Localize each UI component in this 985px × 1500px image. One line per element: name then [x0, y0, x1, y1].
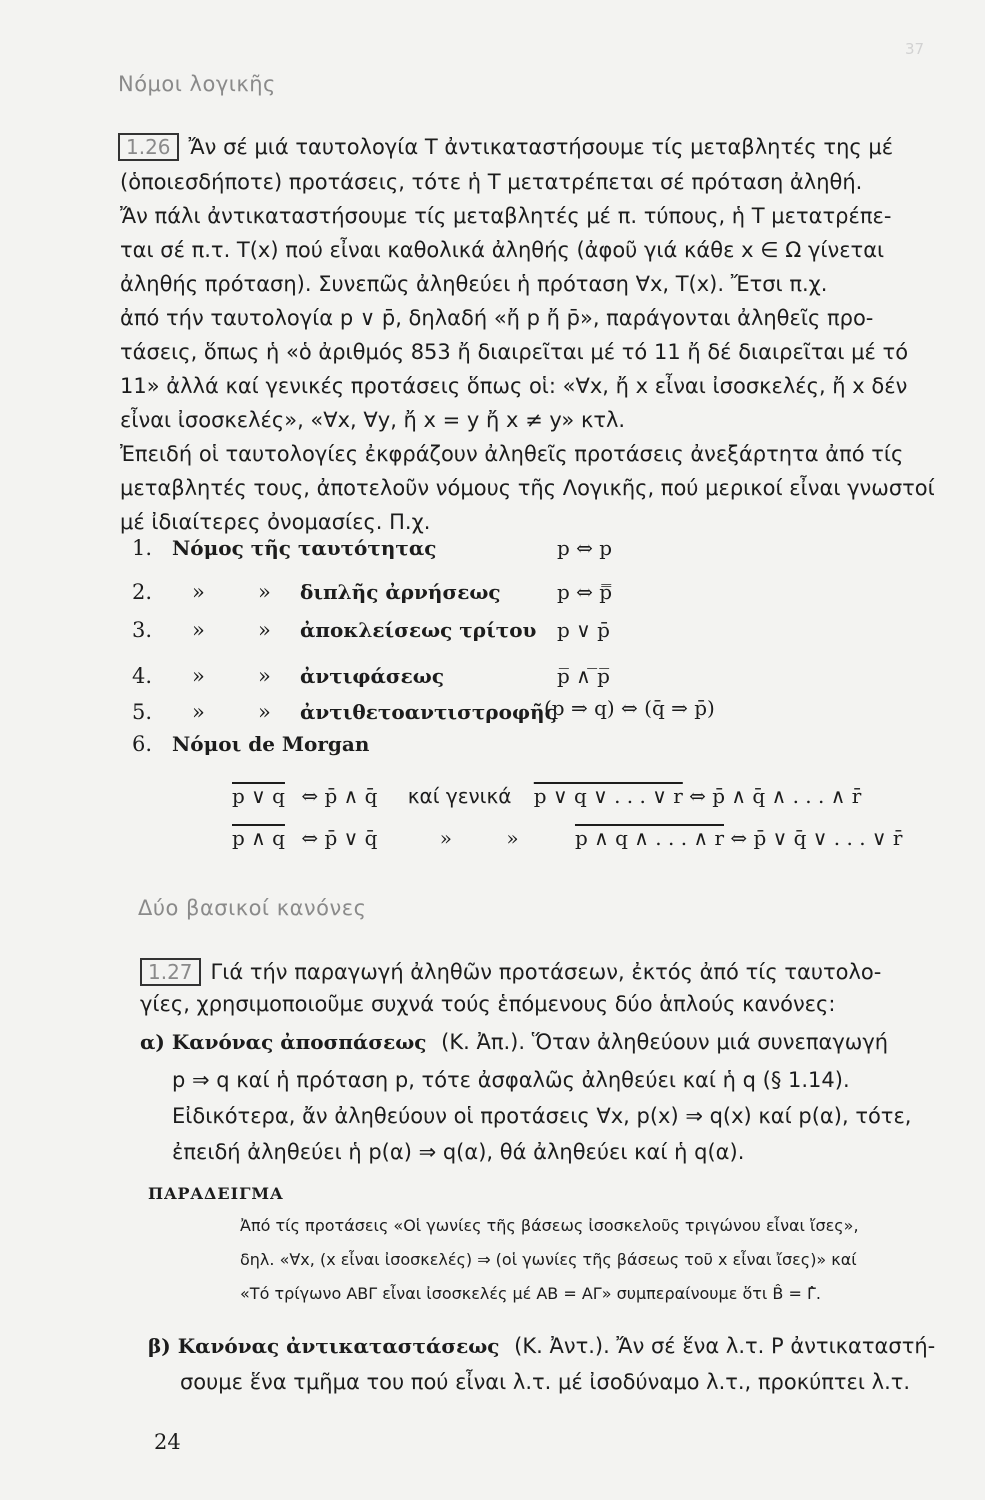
- rule-a-line: ἐπειδή ἀληθεύει ἡ p(α) ⇒ q(α), θά ἀληθεύει καί ἡ q(α).: [172, 1140, 745, 1164]
- paragraph-line: μεταβλητές τους, ἀποτελοῦν νόμους τῆς Λογικῆς, πού μερικοί εἶναι γνωστοί: [120, 476, 935, 500]
- rule-b-line: σουμε ἕνα τμῆμα του πού εἶναι λ.τ. μέ ἰσοδύναμο λ.τ., προκύπτει λ.τ.: [180, 1370, 911, 1394]
- rule-a-label: α) Κανόνας ἀποσπάσεως: [140, 1030, 427, 1054]
- formula-general-equivalent: ⇔ p̄ ∧ q̄ ∧ . . . ∧ r̄: [689, 784, 862, 808]
- paragraph-line: εἶναι ἰσοσκελές», «∀x, ∀y, ἤ x = y ἤ x ≠ y» κτλ.: [120, 408, 626, 432]
- law-number: 6.: [132, 732, 153, 756]
- example-line: Ἀπό τίς προτάσεις «Οἱ γωνίες τῆς βάσεως ἰσοσκελοῦς τριγώνου εἶναι ἴσες»,: [240, 1216, 859, 1235]
- law-number: 3.: [132, 618, 153, 642]
- demorgan-row-1: [232, 784, 861, 808]
- paragraph-number-box: 1.26: [118, 133, 179, 161]
- paragraph-number-box: 1.27: [140, 958, 201, 986]
- paragraph-line: (ὁποιεσδήποτε) προτάσεις, τότε ἡ Τ μετατρέπεται σέ πρόταση ἀληθή.: [120, 170, 863, 194]
- ditto-mark: »: [192, 618, 205, 642]
- ditto-mark: »: [192, 700, 205, 724]
- law-name: Νόμος τῆς ταυτότητας: [172, 536, 437, 560]
- formula-general-negated-or: p ∨ q ∨ . . . ∨ r: [533, 784, 683, 808]
- ditto-mark: »: [192, 580, 205, 604]
- ditto-mark: »: [192, 664, 205, 688]
- law-formula: p ⇔ p̿: [557, 580, 613, 604]
- paragraph-line: 1.27 Γιά τήν παραγωγή ἀληθῶν προτάσεων, ἐκτός ἀπό τίς ταυτολο-: [140, 958, 960, 986]
- ditto-mark: »: [258, 618, 271, 642]
- paragraph-line: ἀληθής πρόταση). Συνεπῶς ἀληθεύει ἡ πρόταση ∀x, Τ(x). Ἔτσι π.χ.: [120, 272, 828, 296]
- formula-equivalent: ⇔ p̄ ∨ q̄: [301, 826, 378, 850]
- rule-a-line: p ⇒ q καί ἡ πρόταση p, τότε ἀσφαλῶς ἀληθεύει καί ἡ q (§ 1.14).: [172, 1068, 850, 1092]
- example-heading: ΠΑΡΑΔΕΙΓΜΑ: [148, 1184, 284, 1203]
- paragraph-line: 11» ἀλλά καί γενικές προτάσεις ὅπως οἱ: «∀x, ἤ x εἶναι ἰσοσκελές, ἤ x δέν: [120, 374, 908, 398]
- ditto-mark: »: [439, 826, 453, 850]
- formula-general-negated-and: p ∧ q ∧ . . . ∧ r: [574, 826, 724, 850]
- demorgan-row-2: [232, 826, 903, 850]
- law-name: ἀντιφάσεως: [300, 664, 445, 688]
- formula-negated-or: p ∨ q: [232, 784, 285, 808]
- bleed-through-text: 37: [905, 40, 925, 58]
- rule-b-line: β) Κανόνας ἀντικαταστάσεως (Κ. Ἀντ.). Ἄν σέ ἕνα λ.τ. Ρ ἀντικαταστή-: [148, 1334, 936, 1358]
- paragraph-line: τάσεις, ὅπως ἡ «ὁ ἀριθμός 853 ἤ διαιρεῖται μέ τό 11 ἤ δέ διαιρεῖται μέ τό: [120, 340, 909, 364]
- law-name: ἀποκλείσεως τρίτου: [300, 618, 537, 642]
- paragraph-line: μέ ἰδιαίτερες ὀνομασίες. Π.χ.: [120, 510, 431, 534]
- rule-a-line: α) Κανόνας ἀποσπάσεως (Κ. Ἀπ.). Ὅταν ἀληθεύουν μιά συνεπαγωγή: [140, 1030, 889, 1054]
- law-formula: (p ⇒ q) ⇔ (q̄ ⇒ p̄): [544, 696, 715, 720]
- section-heading-logic-laws: Νόμοι λογικῆς: [118, 72, 276, 96]
- example-line: δηλ. «∀x, (x εἶναι ἰσοσκελές) ⇒ (οἱ γωνίες τῆς βάσεως τοῦ x εἶναι ἴσες)» καί: [240, 1250, 857, 1269]
- law-formula: p ⇔ p: [557, 536, 613, 560]
- ditto-mark: »: [258, 664, 271, 688]
- paragraph-line: ται σέ π.τ. Τ(x) πού εἶναι καθολικά ἀληθής (ἀφοῦ γιά κάθε x ∈ Ω γίνεται: [120, 238, 885, 262]
- paragraph-line: γίες, χρησιμοποιοῦμε συχνά τούς ἑπόμενους δύο ἁπλούς κανόνες:: [140, 992, 836, 1016]
- law-number: 2.: [132, 580, 153, 604]
- section-heading-two-rules: Δύο βασικοί κανόνες: [138, 896, 367, 920]
- ditto-mark: »: [258, 700, 271, 724]
- page-number: 24: [154, 1430, 181, 1454]
- paragraph-line: ἀπό τήν ταυτολογία p ∨ p̄, δηλαδή «ἤ p ἤ p̄», παράγονται ἀληθεῖς προ-: [120, 306, 874, 330]
- law-number: 4.: [132, 664, 153, 688]
- formula-equivalent: ⇔ p̄ ∧ q̄: [301, 784, 378, 808]
- law-number: 1.: [132, 536, 153, 560]
- formula-connector: καί γενικά: [407, 784, 512, 808]
- law-formula: p ∨ p̄: [557, 618, 610, 642]
- paragraph-line: 1.26 Ἄν σέ μιά ταυτολογία Τ ἀντικαταστήσουμε τίς μεταβλητές της μέ: [118, 133, 938, 161]
- law-name: διπλῆς ἀρνήσεως: [300, 580, 501, 604]
- paragraph-line: Ἐπειδή οἱ ταυτολογίες ἐκφράζουν ἀληθεῖς προτάσεις ἀνεξάρτητα ἀπό τίς: [120, 442, 904, 466]
- formula-negated-and: p ∧ q: [232, 826, 285, 850]
- law-number: 5.: [132, 700, 153, 724]
- ditto-mark: »: [258, 580, 271, 604]
- rule-a-line: Εἰδικότερα, ἄν ἀληθεύουν οἱ προτάσεις ∀x, p(x) ⇒ q(x) καί p(α), τότε,: [172, 1104, 912, 1128]
- law-name: ἀντιθετοαντιστροφῆς: [300, 700, 557, 724]
- ditto-mark: »: [506, 826, 519, 850]
- law-name: Νόμοι de Morgan: [172, 732, 370, 756]
- rule-b-label: β) Κανόνας ἀντικαταστάσεως: [148, 1334, 500, 1358]
- formula-general-equivalent: ⇔ p̄ ∨ q̄ ∨ . . . ∨ r̄: [730, 826, 903, 850]
- law-formula: p̅ ∧ ̅p̅: [557, 664, 610, 688]
- example-line: «Τό τρίγωνο ΑΒΓ εἶναι ἰσοσκελές μέ ΑΒ = ΑΓ» συμπεραίνουμε ὅτι B̂ = Γ̂.: [240, 1284, 821, 1303]
- laws-list: [132, 536, 932, 766]
- paragraph-line: Ἄν πάλι ἀντικαταστήσουμε τίς μεταβλητές μέ π. τύπους, ἡ Τ μετατρέπε-: [120, 204, 892, 228]
